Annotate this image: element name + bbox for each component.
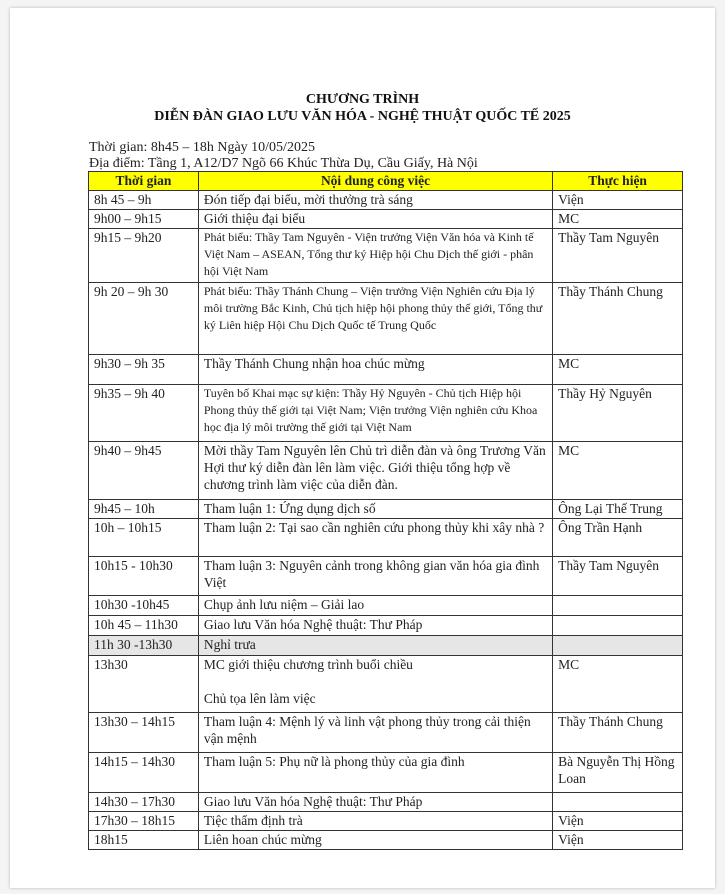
row-performer: MC <box>553 442 683 500</box>
event-location: Địa điểm: Tầng 1, A12/D7 Ngõ 66 Khúc Thừa Dụ, Cầu Giấy, Hà Nội <box>89 156 478 171</box>
row-time: 9h35 – 9h 40 <box>89 385 199 442</box>
table-row <box>89 442 683 500</box>
table-row <box>89 500 683 519</box>
row-content: Tham luận 2: Tại sao cần nghiên cứu phong thủy khi xây nhà ? <box>198 519 552 557</box>
row-content: Mời thầy Tam Nguyên lên Chủ trì diễn đàn và ông Trương Văn Hợi thư ký diễn đàn lên làm việc. Giới thiệu tổng hợp về chương trình làm việc của diễn đàn. <box>198 442 552 500</box>
table-row <box>89 831 683 850</box>
event-time: Thời gian: 8h45 – 18h Ngày 10/05/2025 <box>89 140 315 155</box>
row-time: 10h30 -10h45 <box>89 596 199 616</box>
row-performer: Ông Trần Hạnh <box>553 519 683 557</box>
row-content: Giao lưu Văn hóa Nghệ thuật: Thư Pháp <box>198 616 552 636</box>
row-time: 9h15 – 9h20 <box>89 229 199 283</box>
row-content-line1: MC giới thiệu chương trình buổi chiều <box>203 657 413 672</box>
row-performer: Viện <box>553 812 683 831</box>
schedule-table <box>88 171 683 850</box>
row-time: 9h40 – 9h45 <box>89 442 199 500</box>
row-performer: MC <box>553 656 683 713</box>
row-content: Tuyên bố Khai mạc sự kiện: Thầy Hỷ Nguyên - Chủ tịch Hiệp hội Phong thủy thế giới tại Việt Nam; Viện trưởng Viện nghiên cứu Khoa học địa lý môi trường thế giới tại Việt Nam <box>198 385 552 442</box>
row-performer: Thầy Tam Nguyên <box>553 229 683 283</box>
row-performer: Viện <box>553 831 683 850</box>
row-content: Tham luận 5: Phụ nữ là phong thủy của gia đình <box>198 753 552 793</box>
row-performer <box>553 596 683 616</box>
table-row <box>89 283 683 355</box>
row-performer: MC <box>553 210 683 229</box>
row-time: 10h15 - 10h30 <box>89 557 199 596</box>
row-content: Đón tiếp đại biểu, mời thưởng trà sáng <box>198 191 552 210</box>
row-time: 9h30 – 9h 35 <box>89 355 199 385</box>
table-row <box>89 812 683 831</box>
row-content: Phát biểu: Thầy Tam Nguyên - Viện trưởng Viện Văn hóa và Kinh tế Việt Nam – ASEAN, Tổng thư ký Hiệp hội Chu Dịch thế giới - phân hội Việt Nam <box>198 229 552 283</box>
row-content-line2: Chủ tọa lên làm việc <box>203 691 316 706</box>
table-row <box>89 596 683 616</box>
table-header-row <box>89 172 683 191</box>
row-time: 14h30 – 17h30 <box>89 793 199 812</box>
table-row <box>89 713 683 753</box>
row-performer <box>553 616 683 636</box>
row-content: Liên hoan chúc mừng <box>198 831 552 850</box>
table-row <box>89 656 683 713</box>
row-time: 9h00 – 9h15 <box>89 210 199 229</box>
row-performer: Bà Nguyễn Thị Hồng Loan <box>553 753 683 793</box>
table-row <box>89 519 683 557</box>
table-row <box>89 557 683 596</box>
table-row <box>89 229 683 283</box>
row-time: 17h30 – 18h15 <box>89 812 199 831</box>
row-content: Nghỉ trưa <box>198 636 552 656</box>
row-content: Phát biểu: Thầy Thánh Chung – Viện trưởng Viện Nghiên cứu Địa lý môi trường Bắc Kinh, Chủ tịch hiệp hội phong thủy thế giới, Tổng thư ký Liên hiệp Hội Chu Dịch Quốc tế Trung Quốc <box>198 283 552 355</box>
row-performer: Thầy Thánh Chung <box>553 713 683 753</box>
row-time: 10h 45 – 11h30 <box>89 616 199 636</box>
row-time: 14h15 – 14h30 <box>89 753 199 793</box>
row-performer <box>553 636 683 656</box>
table-row <box>89 355 683 385</box>
row-performer <box>553 793 683 812</box>
row-content: Giới thiệu đại biểu <box>198 210 552 229</box>
row-time: 10h – 10h15 <box>89 519 199 557</box>
row-content: Tiệc thẩm định trà <box>198 812 552 831</box>
table-row <box>89 191 683 210</box>
row-time: 8h 45 – 9h <box>89 191 199 210</box>
row-time: 11h 30 -13h30 <box>89 636 199 656</box>
program-title: CHƯƠNG TRÌNH <box>305 92 420 107</box>
table-row-lunch <box>89 636 683 656</box>
row-performer: Thầy Tam Nguyên <box>553 557 683 596</box>
row-content: Tham luận 3: Nguyên cảnh trong không gian văn hóa gia đình Việt <box>198 557 552 596</box>
row-time: 13h30 <box>89 656 199 713</box>
row-content: Giao lưu Văn hóa Nghệ thuật: Thư Pháp <box>198 793 552 812</box>
row-content: Chụp ảnh lưu niệm – Giải lao <box>198 596 552 616</box>
row-time: 9h45 – 10h <box>89 500 199 519</box>
table-row <box>89 616 683 636</box>
table-row <box>89 210 683 229</box>
row-performer: Thầy Thánh Chung <box>553 283 683 355</box>
row-time: 9h 20 – 9h 30 <box>89 283 199 355</box>
header-time: Thời gian <box>89 172 199 191</box>
row-content <box>198 656 552 713</box>
row-performer: Thầy Hỷ Nguyên <box>553 385 683 442</box>
row-time: 18h15 <box>89 831 199 850</box>
table-row <box>89 753 683 793</box>
header-performer: Thực hiện <box>553 172 683 191</box>
table-row <box>89 385 683 442</box>
row-performer: Viện <box>553 191 683 210</box>
row-time: 13h30 – 14h15 <box>89 713 199 753</box>
row-performer: MC <box>553 355 683 385</box>
event-title: DIỄN ĐÀN GIAO LƯU VĂN HÓA - NGHỆ THUẬT QUỐC TẾ 2025 <box>154 109 571 124</box>
header-content: Nội dung công việc <box>198 172 552 191</box>
row-content: Tham luận 4: Mệnh lý và linh vật phong thủy trong cải thiện vận mệnh <box>198 713 552 753</box>
row-content: Thầy Thánh Chung nhận hoa chúc mừng <box>198 355 552 385</box>
table-row <box>89 793 683 812</box>
document-page <box>10 8 715 888</box>
row-performer: Ông Lại Thế Trung <box>553 500 683 519</box>
row-content: Tham luận 1: Ứng dụng dịch số <box>198 500 552 519</box>
